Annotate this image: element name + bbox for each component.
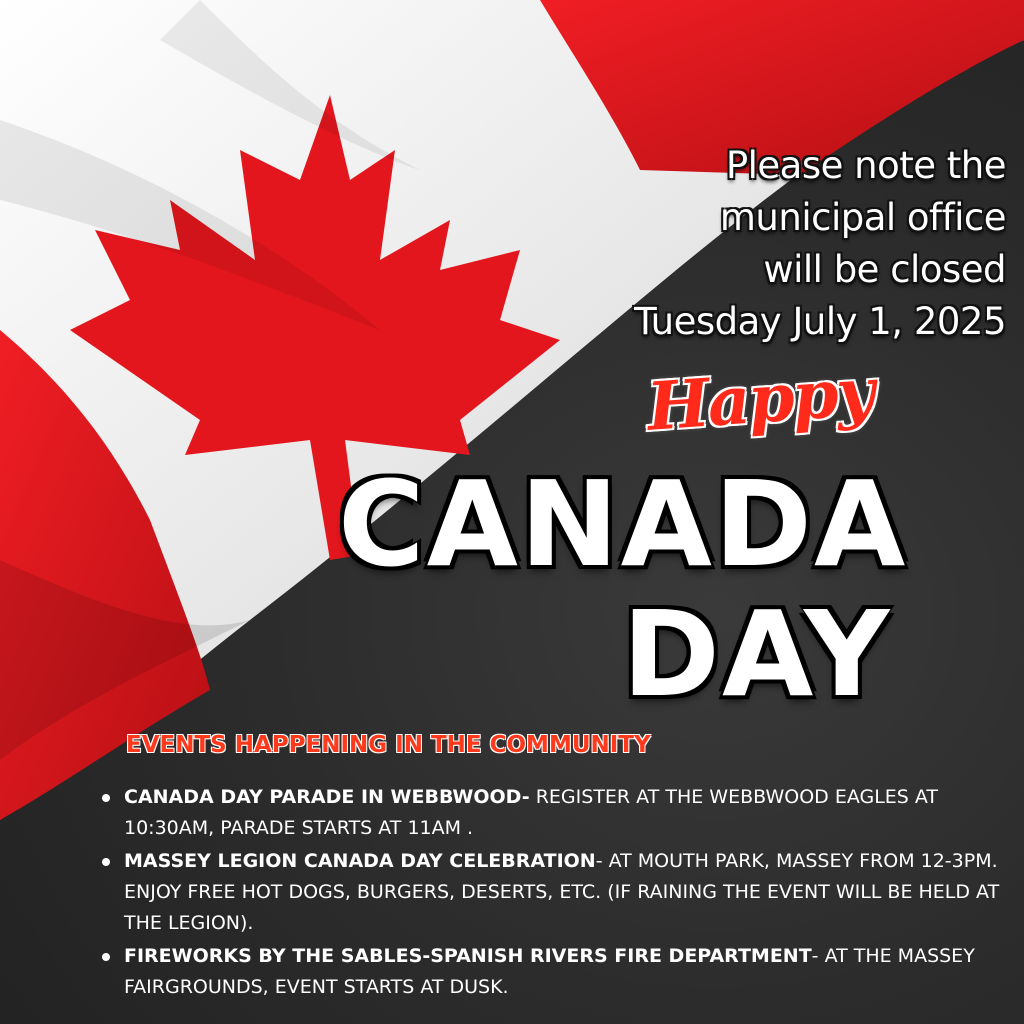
list-item xyxy=(100,846,1012,939)
event-title: CANADA DAY PARADE IN WEBBWOOD- xyxy=(124,786,530,808)
notice-line: Please note the xyxy=(725,144,1006,187)
notice-line: municipal office xyxy=(719,196,1006,239)
event-title: MASSEY LEGION CANADA DAY CELEBRATION xyxy=(124,850,596,872)
canada-title: CANADA xyxy=(338,455,908,593)
notice-line: Tuesday July 1, 2025 xyxy=(634,300,1006,343)
events-list xyxy=(100,782,1012,1005)
office-closure-notice xyxy=(486,140,1006,348)
list-item xyxy=(100,782,1012,844)
events-heading: EVENTS HAPPENING IN THE COMMUNITY xyxy=(126,732,651,758)
notice-line: will be closed xyxy=(763,248,1006,291)
list-item xyxy=(100,941,1012,1003)
event-details: REGISTER AT THE WEBBWOOD EAGLES AT 10:30AM, PARADE STARTS AT 11AM . xyxy=(124,786,939,839)
happy-script-title: Happy xyxy=(644,352,876,446)
event-title: FIREWORKS BY THE SABLES-SPANISH RIVERS FIRE DEPARTMENT xyxy=(124,945,812,967)
event-details: - AT MOUTH PARK, MASSEY FROM 12-3PM. ENJOY FREE HOT DOGS, BURGERS, DESERTS, ETC. (IF RAINING THE EVENT WILL BE HELD AT THE LEGION). xyxy=(124,850,1000,934)
event-details: - AT THE MASSEY FAIRGROUNDS, EVENT STARTS AT DUSK. xyxy=(124,945,975,998)
day-title: DAY xyxy=(622,585,892,723)
